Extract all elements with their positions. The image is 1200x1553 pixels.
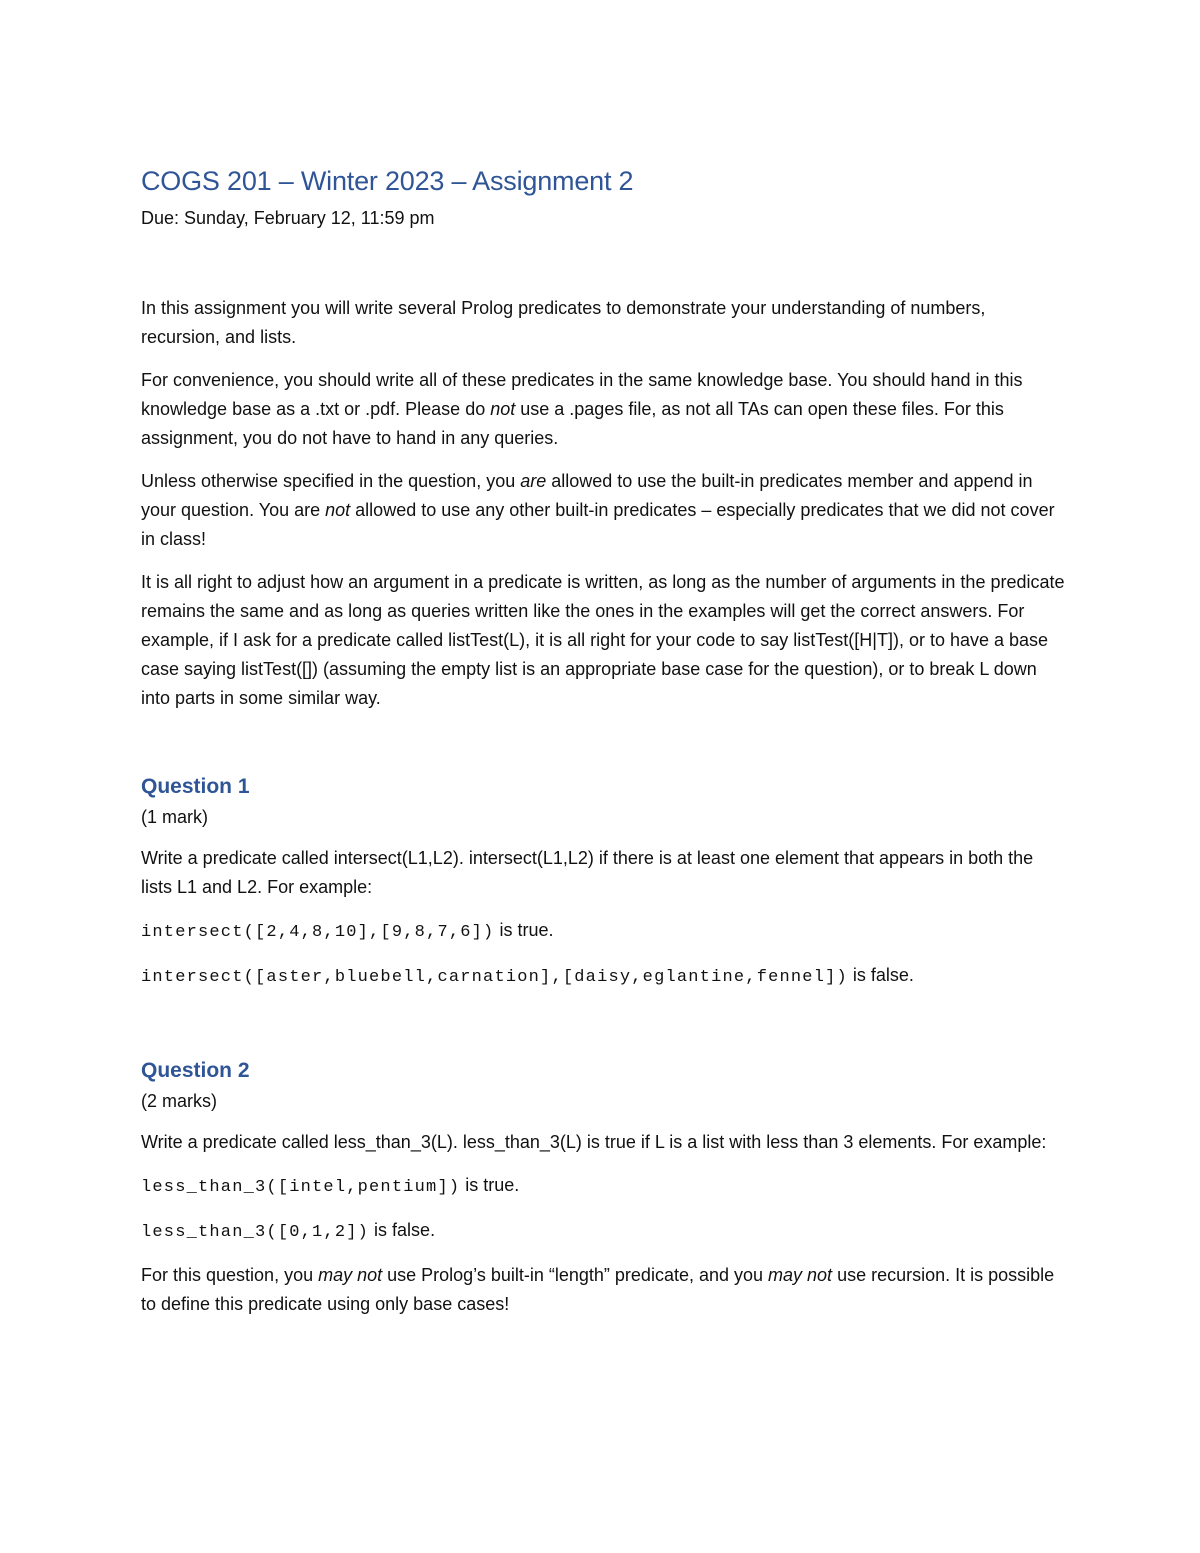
intro-p3-emphasis-2: not [325, 500, 351, 520]
question-2-marks: (2 marks) [141, 1091, 217, 1111]
question-2-example-1 [141, 1171, 1066, 1202]
due-date: Due: Sunday, February 12, 11:59 pm [141, 208, 435, 228]
question-2-note-text-b: use Prolog’s built-in “length” predicate, and you [382, 1265, 769, 1285]
question-1-description: Write a predicate called intersect(L1,L2). intersect(L1,L2) if there is at least one element that appears in both the lists L1 and L2. For example: [141, 848, 1034, 897]
question-2-heading: Question 2 [141, 1059, 250, 1082]
document-page [141, 0, 1066, 1553]
intro-p2-emphasis: not [490, 399, 516, 419]
question-2-example-2-result: is false. [369, 1220, 436, 1240]
intro-paragraph-3 [141, 467, 1066, 554]
intro-p2-text-a: For convenience, you should write all of these predicates in the same knowledge base. You should hand in this knowledge base as a .txt or .pdf. Please do [141, 370, 1023, 419]
question-1-example-1 [141, 916, 1066, 947]
question-1-heading: Question 1 [141, 775, 250, 798]
question-1-section [141, 772, 1066, 1006]
intro-p3-text-c: allowed to use any other built-in predicates – especially predicates that we did not cover in class! [141, 500, 1055, 549]
intro-paragraph-1: In this assignment you will write several Prolog predicates to demonstrate your understanding of numbers, recursion, and lists. [141, 298, 986, 347]
question-2-example-2-code: less_than_3([0,1,2]) [141, 1223, 370, 1242]
intro-section [141, 294, 1066, 727]
question-1-example-2 [141, 961, 1066, 992]
question-2-example-1-result: is true. [460, 1175, 520, 1195]
question-2-note-text-c: use recursion. It is possible to define this predicate using only base cases! [141, 1265, 1055, 1314]
question-2-note [141, 1261, 1066, 1319]
question-2-section [141, 1056, 1066, 1333]
question-1-example-2-code: intersect([aster,bluebell,carnation],[daisy,eglantine,fennel]) [141, 968, 848, 987]
intro-p3-emphasis-1: are [520, 471, 547, 491]
page-title: COGS 201 – Winter 2023 – Assignment 2 [141, 166, 634, 196]
question-1-example-2-result: is false. [847, 965, 914, 985]
intro-p2-text-b: use a .pages file, as not all TAs can open these files. For this assignment, you do not have to hand in any queries. [141, 399, 1004, 448]
question-1-example-1-code: intersect([2,4,8,10],[9,8,7,6]) [141, 923, 495, 942]
intro-paragraph-2 [141, 366, 1066, 453]
intro-paragraph-4: It is all right to adjust how an argument in a predicate is written, as long as the number of arguments in the predicate remains the same and as long as queries written like the ones in the examples will get the correct answers. For example, if I ask for a predicate called listTest(L), it is all right for your code to say listTest([H|T]), or to have a base case saying listTest([]) (assuming the empty list is an appropriate base case for the question), or to break L down into parts in some similar way. [141, 572, 1065, 708]
intro-p3-text-a: Unless otherwise specified in the question, you [141, 471, 521, 491]
question-1-marks: (1 mark) [141, 807, 208, 827]
question-2-example-1-code: less_than_3([intel,pentium]) [141, 1178, 461, 1197]
intro-p3-text-b: allowed to use the built-in predicates member and append in your question. You are [141, 471, 1033, 520]
question-2-note-emphasis-2: may not [768, 1265, 833, 1285]
question-2-note-text-a: For this question, you [141, 1265, 319, 1285]
question-1-example-1-result: is true. [494, 920, 554, 940]
question-2-note-emphasis-1: may not [318, 1265, 383, 1285]
question-2-example-2 [141, 1216, 1066, 1247]
question-2-description: Write a predicate called less_than_3(L). less_than_3(L) is true if L is a list with less than 3 elements. For example: [141, 1132, 1047, 1152]
